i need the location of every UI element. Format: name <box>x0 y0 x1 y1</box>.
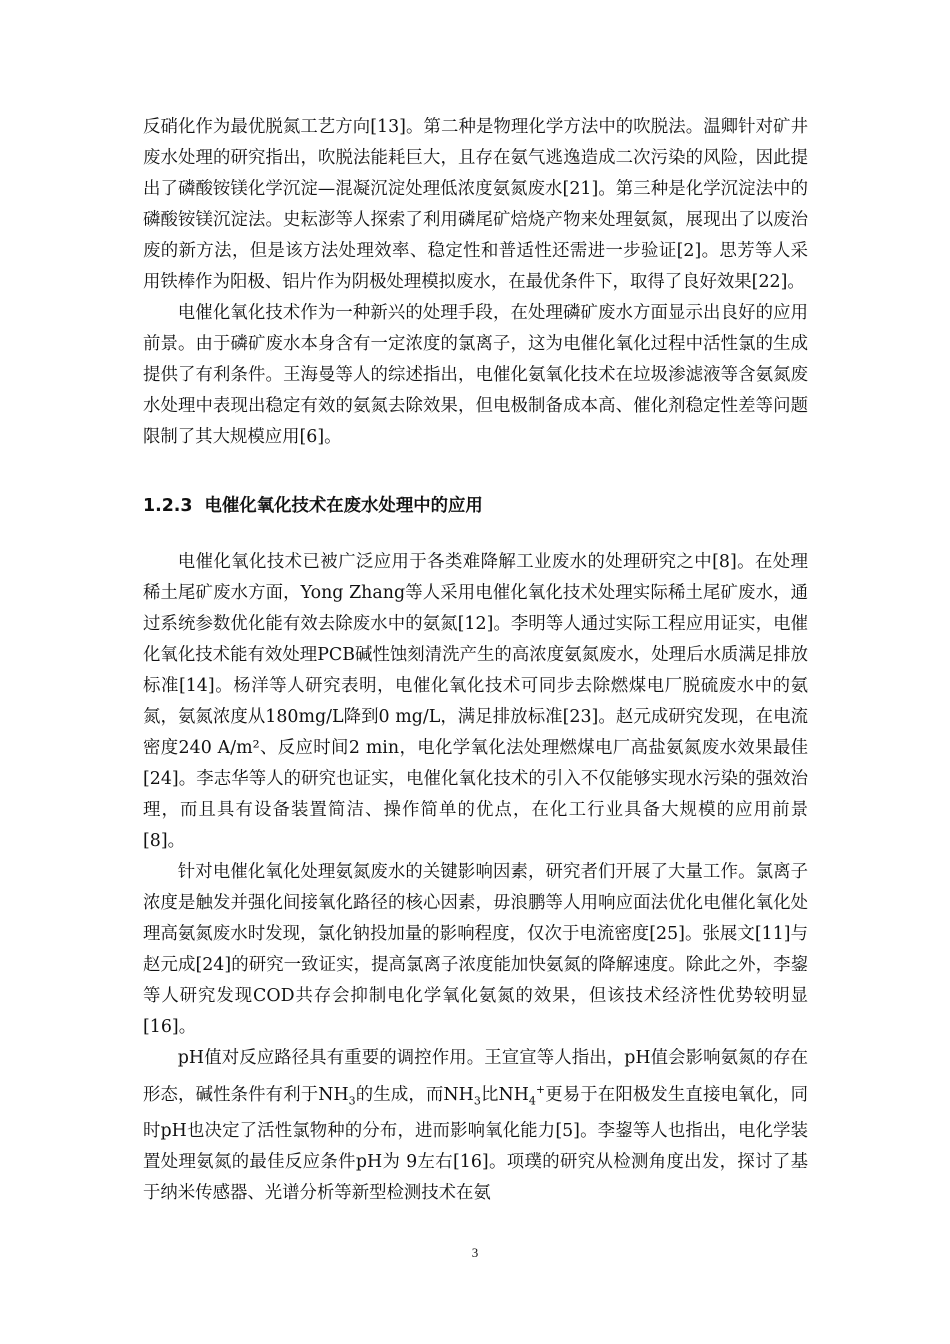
subscript: 3 <box>348 1094 356 1108</box>
paragraph-2: 电催化氧化技术作为一种新兴的处理手段，在处理磷矿废水方面显示出良好的应用前景。由于磷矿废水本身含有一定浓度的氯离子，这为电催化氧化过程中活性氯的生成提供了有利条件。王海曼等人的综述指出，电催化氨氧化技术在垃圾渗滤液等含氨氮废水处理中表现出稳定有效的氨氮去除效果，但电极制备成本高、催化剂稳定性差等问题限制了其大规模应用[6]。 <box>143 303 808 447</box>
page-number: 3 <box>471 1245 479 1260</box>
text-run: 的生成，而NH <box>355 1084 474 1105</box>
section-title: 电催化氧化技术在废水处理中的应用 <box>204 496 483 516</box>
superscript: + <box>535 1083 546 1096</box>
subscript: 4 <box>528 1094 536 1108</box>
section-number: 1.2.3 <box>143 496 193 516</box>
paragraph-1: 反硝化作为最优脱氮工艺方向[13]。第二种是物理化学方法中的吹脱法。温卿针对矿井废水处理的研究指出，吹脱法能耗巨大，且存在氨气逃逸造成二次污染的风险，因此提出了磷酸铵镁化学沉淀—混凝沉淀处理低浓度氨氮废水[21]。第三种是化学沉淀法中的磷酸铵镁沉淀法。史耘澎等人探索了利用磷尾矿焙烧产物来处理氨氮，展现出了以废治废的新方法，但是该方法处理效率、稳定性和普适性还需进一步验证[2]。思芳等人采用铁棒作为阳极、铝片作为阴极处理模拟废水，在最优条件下，取得了良好效果[22]。 <box>143 117 808 292</box>
section-heading <box>143 491 808 516</box>
subscript: 3 <box>473 1094 481 1108</box>
paragraph-4: 针对电催化氧化处理氨氮废水的关键影响因素，研究者们开展了大量工作。氯离子浓度是触发并强化间接氧化路径的核心因素，毋浪鹏等人用响应面法优化电催化氧化处理高氨氮废水时发现，氯化钠投加量的影响程度，仅次于电流密度[25]。张展文[11]与赵元成[24]的研究一致证实，提高氯离子浓度能加快氨氮的降解速度。除此之外，李鋆等人研究发现COD共存会抑制电化学氧化氨氮的效果，但该技术经济性优势较明显[16]。 <box>143 862 808 1037</box>
text-run: 比NH <box>480 1084 529 1105</box>
paragraph-5 <box>143 1043 808 1209</box>
text-run: pH值对反应路径具有重要的调控作用。王宣宣等人指出，pH值会影响氨氮的存在形态，碱性条件有利于NH <box>143 1048 808 1105</box>
text-run: 更易于在阳极发生直接电氧化，同时pH也决定了活性氯物种的分布，进而影响氧化能力[5]。李鋆等人也指出，电化学装置处理氨氮的最佳反应条件pH为 9左右[16]。项璞的研究从检测角度出发，探讨了基于纳米传感器、光谱分析等新型检测技术在氨 <box>143 1084 808 1204</box>
paragraph-3: 电催化氧化技术已被广泛应用于各类难降解工业废水的处理研究之中[8]。在处理稀土尾矿废水方面，Yong Zhang等人采用电催化氧化技术处理实际稀土尾矿废水，通过系统参数优化能有效去除废水中的氨氮[12]。李明等人通过实际工程应用证实，电催化氧化技术能有效处理PCB碱性蚀刻清洗产生的高浓度氨氮废水，处理后水质满足排放标准[14]。杨洋等人研究表明，电催化氧化技术可同步去除燃煤电厂脱硫废水中的氨氮，氨氮浓度从180mg/L降到0 mg/L，满足排放标准[23]。赵元成研究发现，在电流密度240 A/m²、反应时间2 min，电化学氧化法处理燃煤电厂高盐氨氮废水效果最佳[24]。李志华等人的研究也证实，电催化氧化技术的引入不仅能够实现水污染的强效治理，而且具有设备装置简洁、操作简单的优点，在化工行业具备大规模的应用前景[8]。 <box>143 552 808 851</box>
body-text <box>143 112 808 1209</box>
